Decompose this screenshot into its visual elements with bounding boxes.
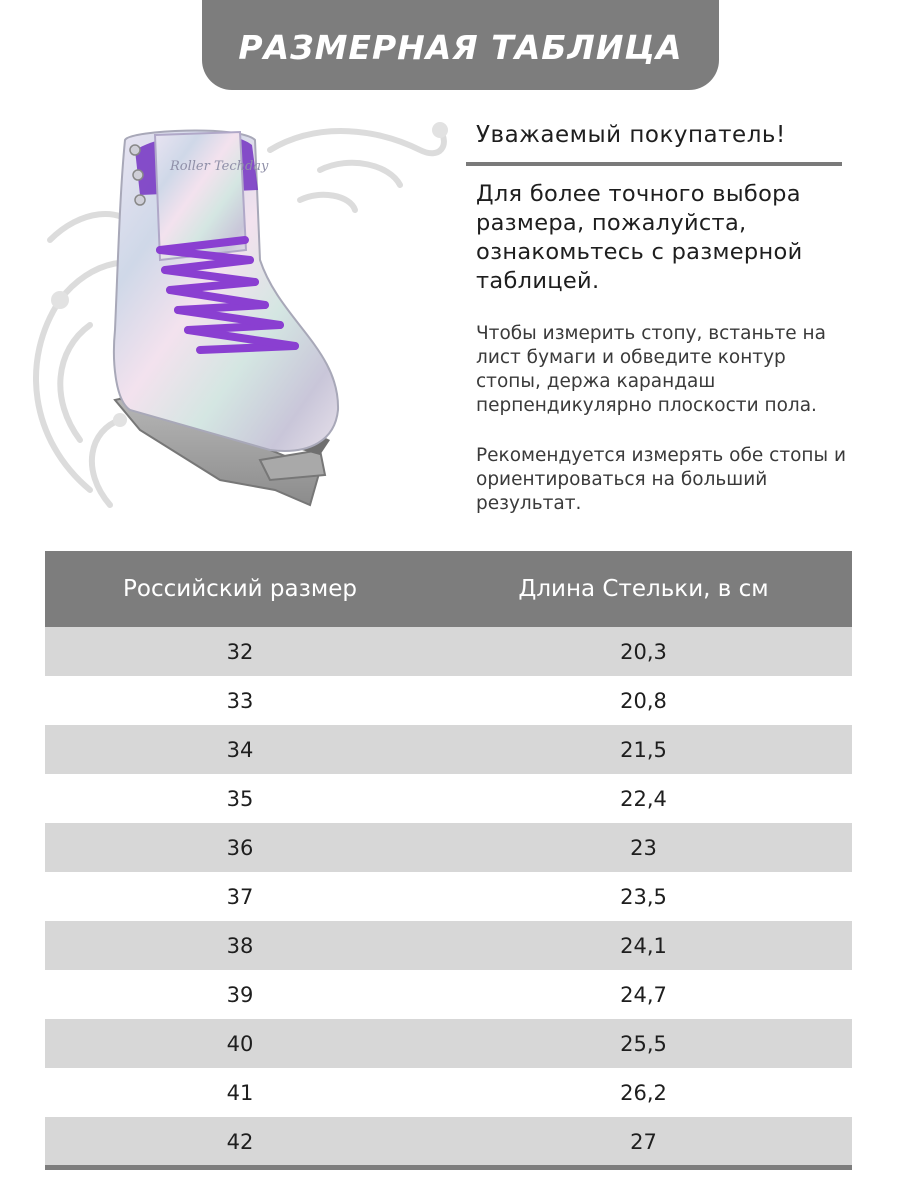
table-row [45, 970, 852, 1019]
length-cell: 24,7 [620, 982, 667, 1007]
size-cell: 36 [45, 823, 435, 872]
header-insole-length: Длина Стельки, в см [435, 551, 852, 627]
length-cell: 27 [435, 1117, 852, 1166]
table-row [45, 872, 852, 921]
size-cell: 40 [45, 1019, 435, 1068]
size-cell: 42 [45, 1117, 435, 1166]
table-row [45, 1068, 852, 1117]
size-cell: 37 [226, 884, 254, 909]
length-cell: 22,4 [620, 786, 667, 811]
table-row [45, 627, 852, 676]
size-cell: 39 [226, 982, 254, 1007]
size-cell: 34 [45, 725, 435, 774]
length-cell: 24,1 [435, 921, 852, 970]
size-cell: 41 [226, 1080, 254, 1105]
size-cell: 35 [226, 786, 254, 811]
table-row [45, 1117, 852, 1166]
length-cell: 26,2 [620, 1080, 667, 1105]
table-row [45, 676, 852, 725]
length-cell: 23,5 [620, 884, 667, 909]
length-cell: 25,5 [435, 1019, 852, 1068]
table-row [45, 725, 852, 774]
intro-block [476, 120, 848, 516]
table-row [45, 774, 852, 823]
lead-text: Для более точного выбора размера, пожалуйста, ознакомьтесь с размерной таблицей. [476, 181, 803, 294]
table-header-row [45, 551, 852, 627]
title-banner [202, 0, 719, 90]
brand-text: Roller Techday [170, 159, 269, 174]
size-cell: 33 [226, 688, 254, 713]
table-row [45, 1019, 852, 1068]
table-row [45, 921, 852, 970]
table-row [45, 823, 852, 872]
size-cell: 38 [45, 921, 435, 970]
length-cell: 20,8 [620, 688, 667, 713]
length-cell: 20,3 [435, 627, 852, 676]
length-cell: 23 [435, 823, 852, 872]
recommendation: Рекомендуется измерять обе стопы и ориентироваться на больший результат. [476, 445, 847, 514]
ice-skate-illustration [20, 110, 460, 530]
measure-instruction: Чтобы измерить стопу, встаньте на лист бумаги и обведите контур стопы, держа карандаш перпендикулярно плоскости пола. [476, 323, 826, 416]
divider [466, 162, 842, 166]
table-bottom-rule [45, 1165, 852, 1170]
greeting: Уважаемый покупатель! [476, 122, 786, 148]
page-title: РАЗМЕРНАЯ ТАБЛИЦА [238, 27, 683, 67]
length-cell: 21,5 [435, 725, 852, 774]
size-cell: 32 [45, 627, 435, 676]
size-table [45, 551, 852, 1166]
header-russian-size: Российский размер [45, 551, 435, 627]
